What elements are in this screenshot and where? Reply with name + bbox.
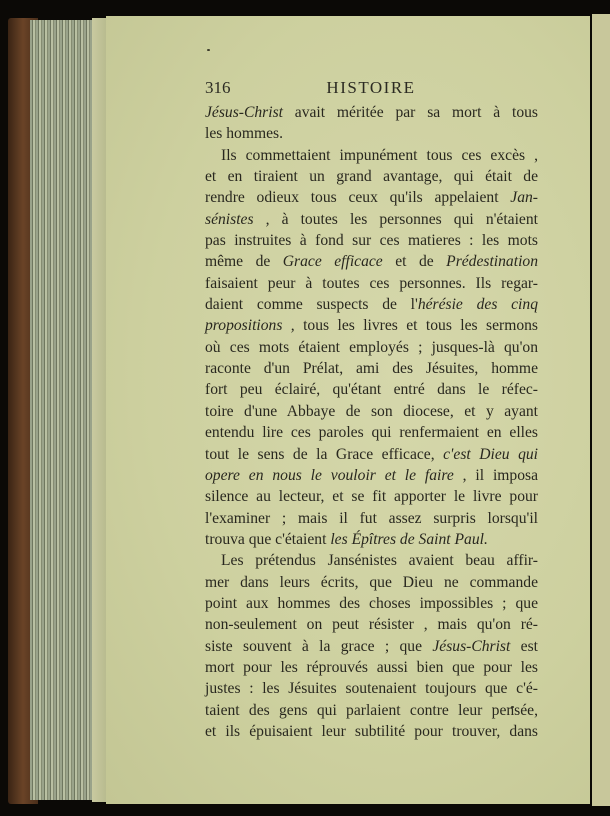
text-line: [205, 294, 538, 315]
text-segment: point aux hommes des choses impossibles ; que: [205, 594, 538, 612]
text-line: [205, 422, 538, 443]
text-line: [205, 379, 538, 400]
text-segment: et de: [382, 253, 447, 271]
text-segment: Les prétendus Jansénistes avaient beau affir-: [221, 552, 538, 570]
text-line: [205, 123, 538, 144]
text-line: [205, 614, 538, 635]
italic-text: hérésie des cinq: [417, 296, 538, 314]
italic-text: opere en nous le vouloir et le faire: [205, 466, 454, 484]
text-segment: pas instruites à fond sur ces matieres : les mots: [205, 232, 538, 250]
text-segment: Ils commettaient impunément tous ces excès ,: [221, 146, 538, 164]
text-line: [205, 700, 538, 721]
text-line: [205, 315, 538, 336]
text-segment: même de: [205, 253, 283, 271]
text-segment: raconte d'un Prélat, ami des Jésuites, homme: [205, 360, 538, 378]
text-segment: et ils épuisaient leur subtilité pour trouver, dans: [205, 722, 538, 740]
text-segment: justes : les Jésuites soutenaient toujours que c'é-: [205, 680, 538, 698]
text-segment: mer dans leurs écrits, que Dieu ne commande: [205, 573, 538, 591]
text-line: [205, 401, 538, 422]
text-segment: entendu lire ces paroles qui renfermaient en elles: [205, 424, 538, 442]
text-line: [205, 187, 538, 208]
text-line: [205, 166, 538, 187]
italic-text: Jésus-Christ: [432, 637, 511, 655]
page-body-text: [205, 102, 538, 742]
text-segment: tout le sens de la Grace efficace,: [205, 445, 444, 463]
text-line: [205, 657, 538, 678]
italic-text: c'est Dieu qui: [443, 445, 538, 463]
text-line: [205, 209, 538, 230]
text-line: [205, 251, 538, 272]
italic-text: Jan-: [510, 189, 538, 207]
text-segment: l'examiner ; mais il fut assez surpris lorsqu'il: [205, 509, 538, 527]
page-number: 316: [205, 78, 231, 97]
text-segment: est: [510, 637, 538, 655]
text-line: [205, 465, 538, 486]
italic-text: Prédestination: [446, 253, 538, 271]
text-line: [205, 486, 538, 507]
text-segment: tous les livres et tous les sermons: [294, 317, 538, 335]
text-line: [205, 529, 538, 550]
text-line: [205, 145, 538, 166]
text-segment: taient des gens qui parlaient contre leur pensée,: [205, 701, 538, 719]
text-segment: avait méritée par sa mort à tous: [282, 104, 538, 121]
text-line: [205, 550, 538, 571]
text-segment: et en tiraient un grand avantage, qui était de: [205, 168, 538, 186]
text-segment: rendre odieux tous ceux qu'ils appelaient: [205, 189, 511, 207]
text-segment: silence au lecteur, et se fit apporter le livre pour: [205, 488, 538, 506]
text-segment: à toutes les personnes qui n'étaient: [269, 210, 538, 228]
text-segment: toire d'une Abbaye de son diocese, et y ayant: [205, 402, 538, 420]
text-line: [205, 593, 538, 614]
text-line: [205, 358, 538, 379]
page-header: [205, 78, 537, 100]
text-segment: daient comme suspects de l': [205, 296, 418, 314]
text-line: [205, 636, 538, 657]
text-segment: les hommes.: [205, 125, 283, 143]
text-segment: mort pour les réprouvés aussi bien que pour les: [205, 658, 538, 676]
text-line: [205, 721, 538, 742]
italic-text: Jésus-Christ: [205, 104, 283, 121]
text-segment: , il imposa: [453, 466, 538, 484]
facing-page-edge: [592, 14, 610, 806]
text-line: [205, 230, 538, 251]
text-line: [205, 678, 538, 699]
text-segment: trouva que c'étaient: [205, 530, 331, 548]
text-segment: non-seulement on peut résister , mais qu'on ré-: [205, 616, 538, 634]
text-segment: où ces mots étaient employés ; jusques-là qu'on: [205, 338, 538, 356]
italic-text: propositions ,: [205, 317, 295, 335]
italic-text: sénistes ,: [205, 210, 270, 228]
running-head: HISTOIRE: [326, 78, 416, 97]
text-line: [205, 102, 538, 123]
text-segment: faisaient peur à toutes ces personnes. Ils regar-: [205, 274, 538, 292]
text-line: [205, 273, 538, 294]
text-line: [205, 572, 538, 593]
italic-text: les Épîtres de Saint Paul.: [330, 530, 488, 548]
text-line: [205, 508, 538, 529]
paper-speck: [207, 49, 210, 51]
text-segment: siste souvent à la grace ; que: [205, 637, 433, 655]
text-line: [205, 337, 538, 358]
italic-text: Grace efficace: [282, 253, 383, 271]
text-line: [205, 444, 538, 465]
text-segment: fort peu éclairé, qu'étant entré dans le réfec-: [205, 381, 538, 399]
